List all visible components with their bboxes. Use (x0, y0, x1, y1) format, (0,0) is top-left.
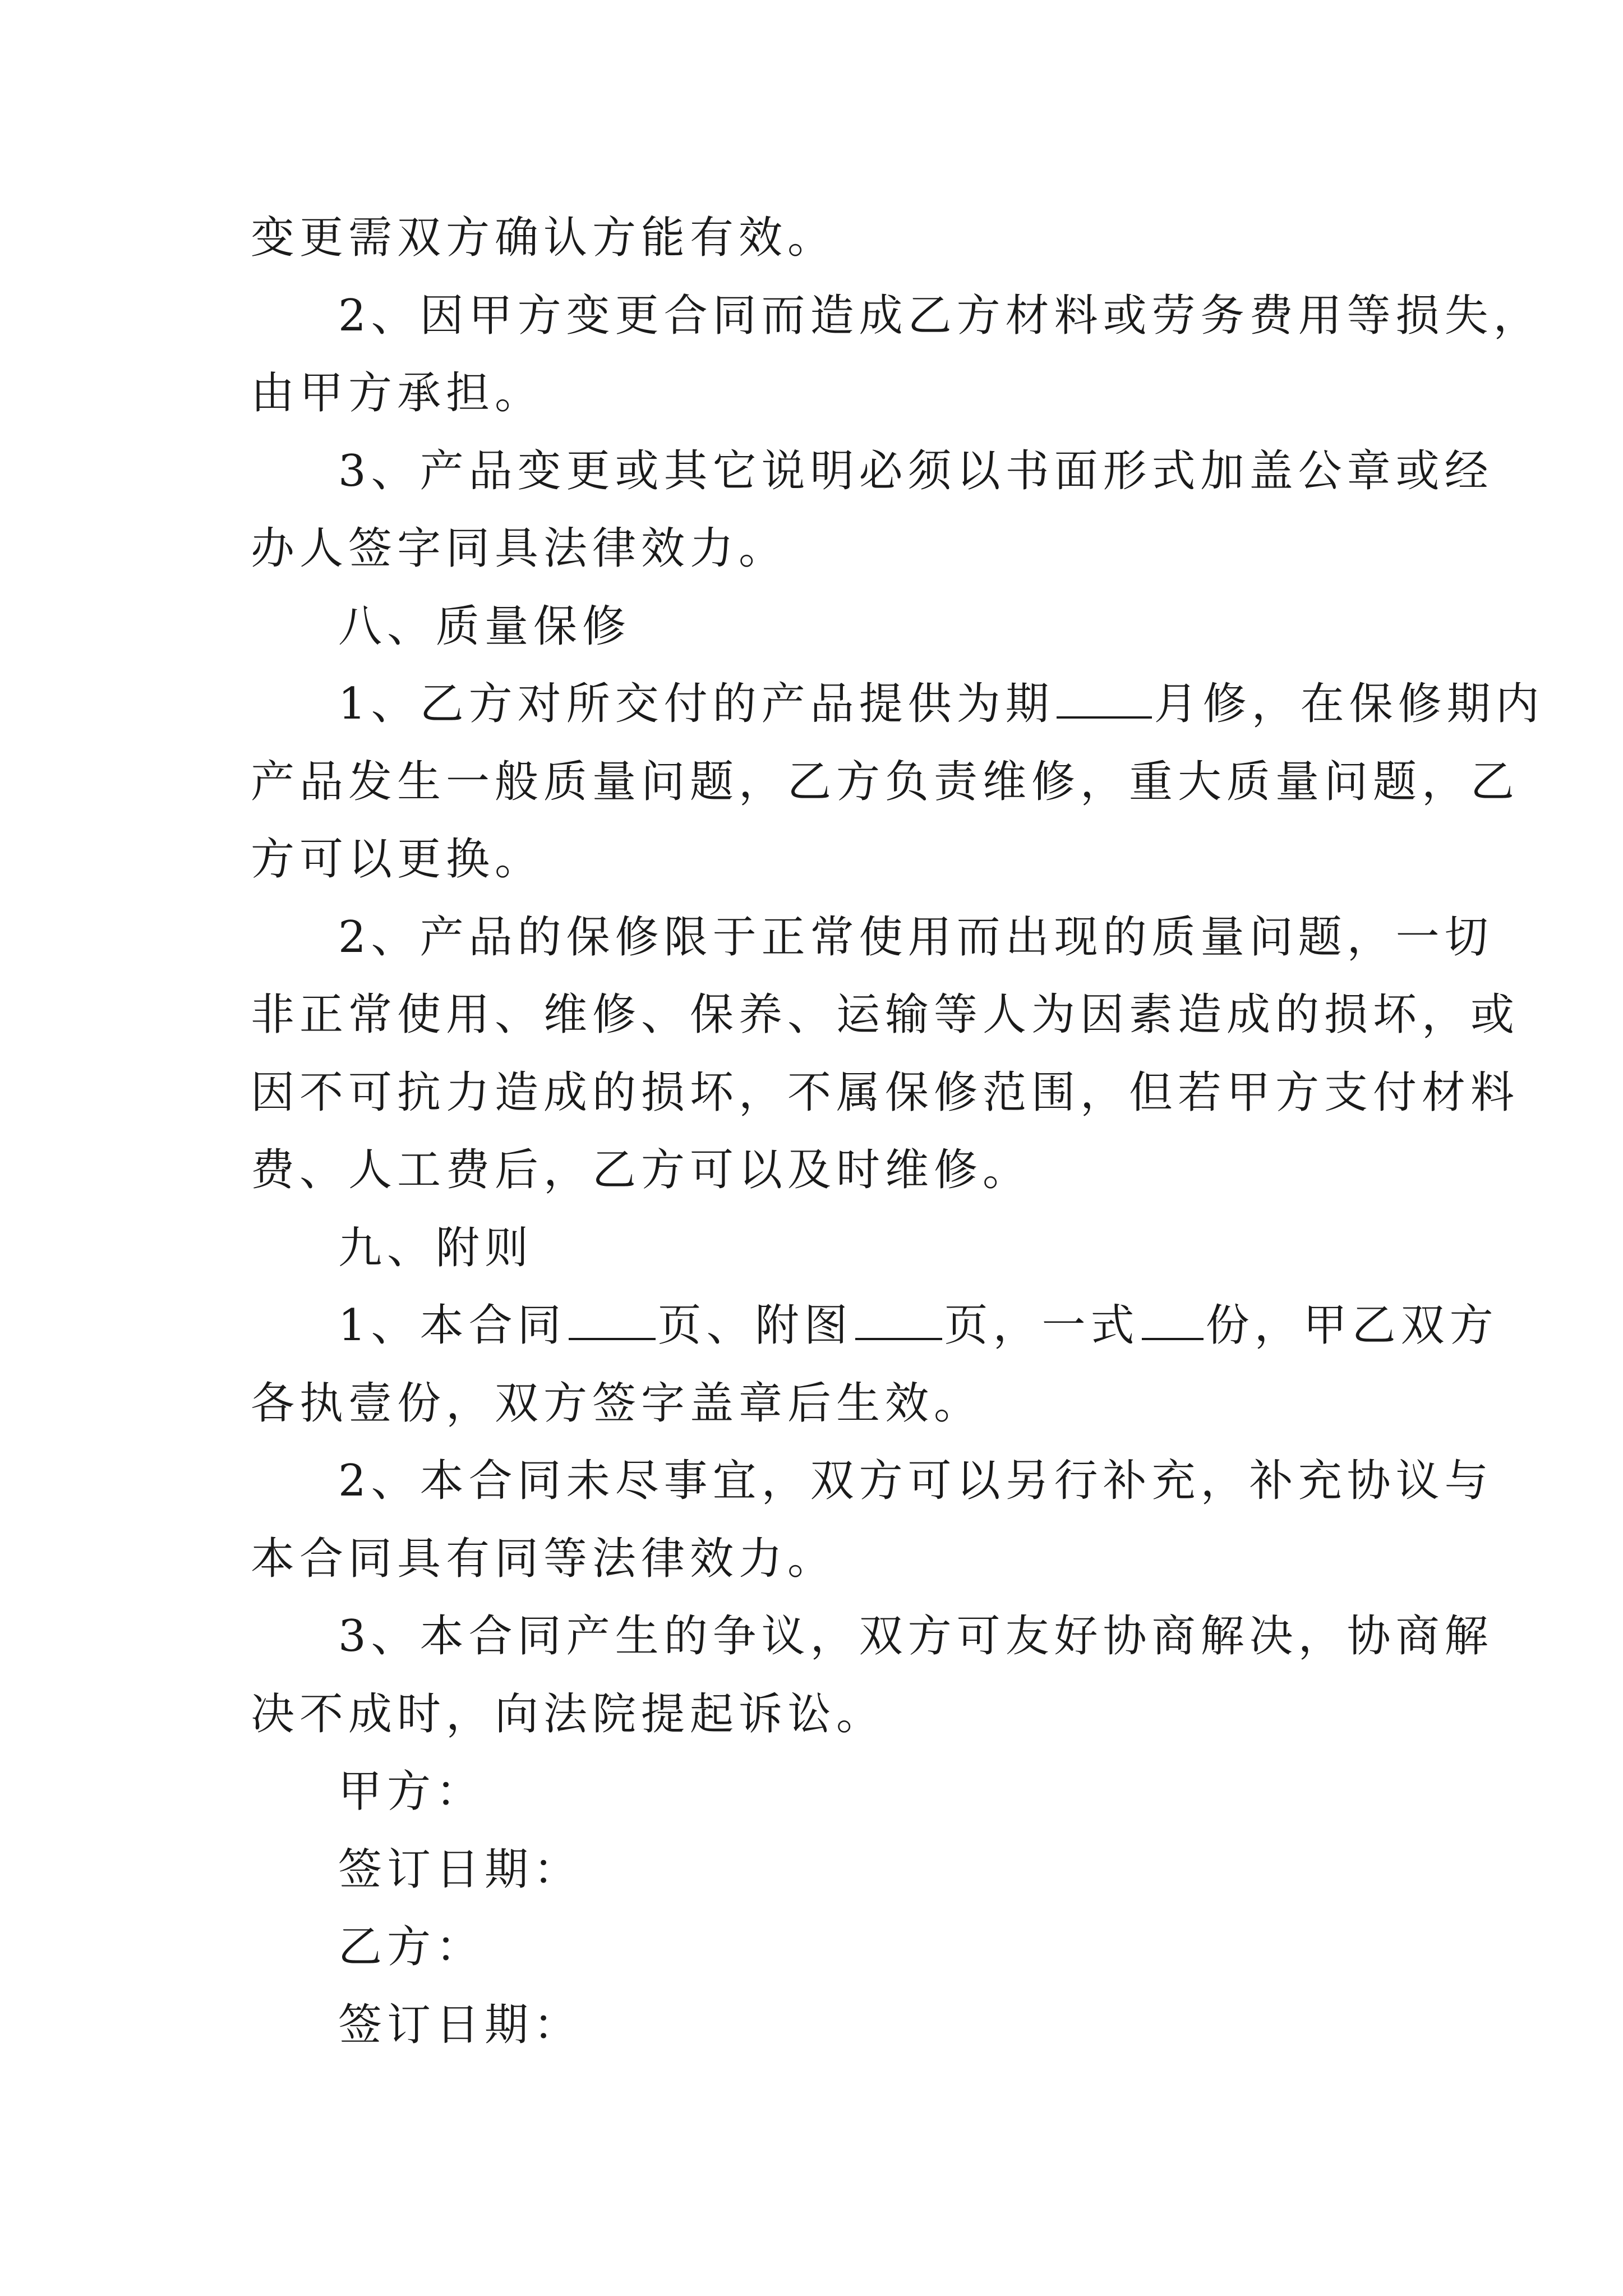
text-line: 办人签字同具法律效力。 (251, 523, 788, 574)
party-a-label: 甲方： (338, 1766, 485, 1817)
text-fragment: 页、附图 (657, 1300, 853, 1351)
text-line: 费、人工费后，乙方可以及时维修。 (251, 1145, 1032, 1195)
text-line: 因不可抗力造成的损坏，不属保修范围，但若甲方支付材料 (251, 1067, 1520, 1118)
text-line: 决不成时，向法院提起诉讼。 (251, 1688, 886, 1740)
text-line: 变更需双方确认方能有效。 (251, 213, 837, 263)
clause-line: 3、本合同产生的争议，双方可友好协商解决，协商解 (338, 1611, 1493, 1662)
fill-blank[interactable] (1142, 1299, 1204, 1340)
text-fragment: 份，甲乙双方 (1205, 1300, 1498, 1351)
text-fragment: 1、乙方对所交付的产品提供为期 (338, 679, 1054, 729)
fill-blank[interactable] (855, 1299, 942, 1340)
sign-date-b-label: 签订日期： (338, 1999, 583, 2050)
text-fragment: 月修，在保修期内 (1154, 679, 1544, 729)
text-line: 由甲方承担。 (251, 368, 544, 418)
clause-line: 2、本合同未尽事宜，双方可以另行补充，补充协议与 (338, 1456, 1493, 1506)
party-b-label: 乙方： (338, 1922, 485, 1972)
fill-blank[interactable] (1057, 677, 1152, 719)
text-line: 本合同具有同等法律效力。 (251, 1533, 837, 1584)
clause-line: 2、因甲方变更合同而造成乙方材料或劳务费用等损失， (338, 290, 1542, 341)
text-line: 产品发生一般质量问题，乙方负责维修，重大质量问题，乙 (251, 756, 1520, 807)
clause-line: 3、产品变更或其它说明必须以书面形式加盖公章或经 (338, 445, 1493, 496)
text-line: 各执壹份，双方签字盖章后生效。 (251, 1378, 983, 1429)
section-heading: 八、质量保修 (338, 601, 631, 652)
text-fragment: 页，一式 (944, 1300, 1140, 1351)
text-fragment: 1、本合同 (338, 1300, 566, 1351)
clause-line (251, 665, 1544, 743)
clause-line: 2、产品的保修限于正常使用而出现的质量问题，一切 (338, 912, 1493, 963)
document-body (251, 199, 1544, 2064)
text-line: 非正常使用、维修、保养、运输等人为因素造成的损坏，或 (251, 990, 1520, 1040)
text-line: 方可以更换。 (251, 834, 544, 885)
clause-line (251, 1287, 1498, 1365)
section-heading: 九、附则 (338, 1222, 534, 1273)
fill-blank[interactable] (569, 1299, 656, 1340)
sign-date-a-label: 签订日期： (338, 1844, 583, 1895)
